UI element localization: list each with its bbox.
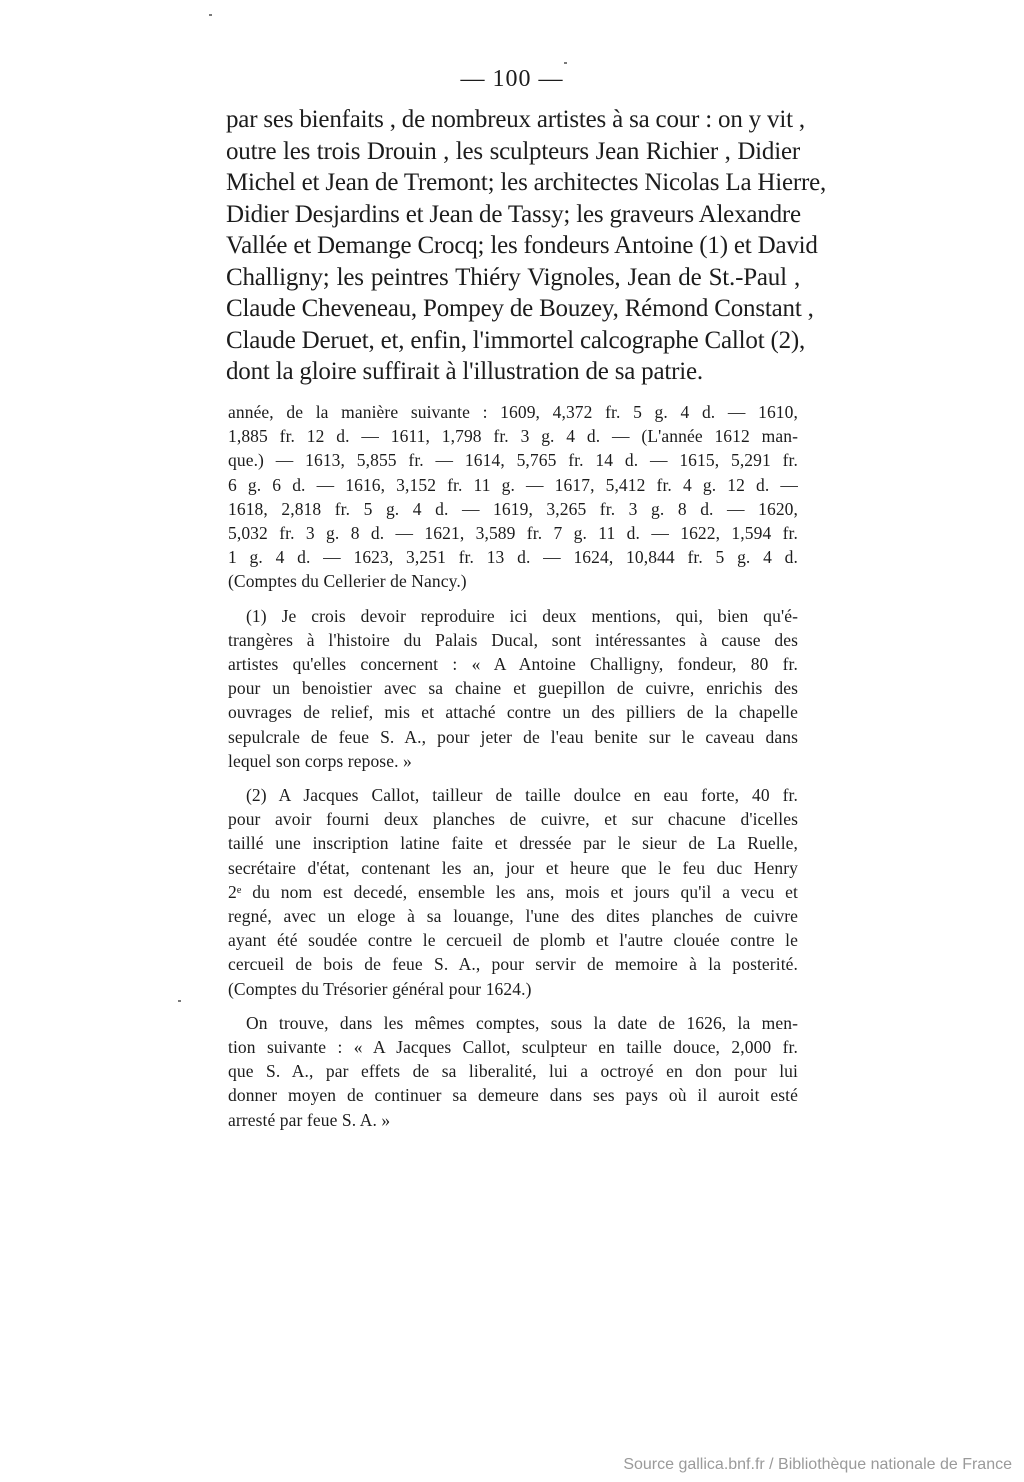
note-line: pour un benoistier avec sa chaine et guepillon de cuivre, enrichis des <box>228 678 798 699</box>
note-line: (2) A Jacques Callot, tailleur de taille doulce en eau forte, 40 fr. <box>246 785 798 806</box>
note-line: On trouve, dans les mêmes comptes, sous la date de 1626, la men- <box>246 1012 798 1033</box>
footnote-1 <box>228 604 798 773</box>
text-line: par ses bienfaits , de nombreux artistes à sa cour : on y vit , <box>226 106 805 133</box>
note-line: que S. A., par effets de sa liberalité, lui a octroyé en don pour lui <box>228 1061 798 1082</box>
scan-speck <box>178 1000 181 1002</box>
note-line: 5,032 fr. 3 g. 8 d. — 1621, 3,589 fr. 7 g. 11 d. — 1622, 1,594 fr. <box>228 523 798 544</box>
text-line: outre les trois Drouin , les sculpteurs Jean Richier , Didier <box>226 137 800 165</box>
footnote-3 <box>228 1011 798 1132</box>
note-line: tion suivante : « A Jacques Callot, sculpteur en taille douce, 2,000 fr. <box>228 1037 798 1058</box>
page-number: — 100 — <box>460 66 564 92</box>
text-line: Claude Cheveneau, Pompey de Bouzey, Rémond Constant , <box>226 295 814 322</box>
note-line: artistes qu'elles concernent : « A Antoine Challigny, fondeur, 80 fr. <box>228 654 798 675</box>
source-credit: Source gallica.bnf.fr / Bibliothèque nationale de France <box>623 1456 1012 1473</box>
footnote-2 <box>228 783 798 1001</box>
note-line: trangères à l'histoire du Palais Ducal, sont intéressantes à cause des <box>228 629 798 650</box>
note-line: arresté par feue S. A. » <box>228 1109 391 1130</box>
note-line: 1,885 fr. 12 d. — 1611, 1,798 fr. 3 g. 4 d. — (L'année 1612 man- <box>228 426 798 447</box>
note-line: donner moyen de continuer sa demeure dans ses pays où il auroit esté <box>228 1085 798 1106</box>
text-line: Didier Desjardins et Jean de Tassy; les graveurs Alexandre <box>226 200 801 228</box>
note-line: sepulcrale de feue S. A., pour jeter de l'eau benite sur le caveau dans <box>228 726 798 747</box>
scan-speck <box>209 14 212 16</box>
note-line: secrétaire d'état, contenant les an, jour et heure que le feu duc Henry <box>228 857 798 878</box>
note-line: regné, avec un eloge à sa louange, l'une des dites planches de cuivre <box>228 906 798 927</box>
text-line: Challigny; les peintres Thiéry Vignoles, Jean de St.-Paul , <box>226 263 800 291</box>
note-line: ouvrages de relief, mis et attaché contre un des pilliers de la chapelle <box>228 702 798 723</box>
text-line: dont la gloire suffirait à l'illustration de sa patrie. <box>226 358 703 385</box>
main-text-block <box>226 104 827 388</box>
note-line: cercueil de bois de feue S. A., pour servir de memoire à la posterité. <box>228 954 798 975</box>
footnote-continuation <box>228 400 798 594</box>
note-line: année, de la manière suivante : 1609, 4,372 fr. 5 g. 4 d. — 1610, <box>228 402 798 422</box>
note-line: (1) Je crois devoir reproduire ici deux mentions, qui, bien qu'é- <box>246 605 798 626</box>
note-line: 2ᵉ du nom est decedé, ensemble les ans, mois et jours qu'il a vecu et <box>228 881 798 902</box>
text-line: Vallée et Demange Crocq; les fondeurs Antoine (1) et David <box>226 232 818 259</box>
text-line: Claude Deruet, et, enfin, l'immortel calcographe Callot (2), <box>226 326 806 354</box>
footnotes <box>228 400 798 1142</box>
note-line: 1618, 2,818 fr. 5 g. 4 d. — 1619, 3,265 fr. 3 g. 8 d. — 1620, <box>228 498 798 519</box>
text-line: Michel et Jean de Tremont; les architectes Nicolas La Hierre, <box>226 169 827 196</box>
note-line: 6 g. 6 d. — 1616, 3,152 fr. 11 g. — 1617, 5,412 fr. 4 g. 12 d. — <box>228 474 798 495</box>
note-line: 1 g. 4 d. — 1623, 3,251 fr. 13 d. — 1624, 10,844 fr. 5 g. 4 d. <box>228 547 798 568</box>
note-line: pour avoir fourni deux planches de cuivre, et sur chacune d'icelles <box>228 809 798 830</box>
note-line: (Comptes du Cellerier de Nancy.) <box>228 571 467 592</box>
scan-speck <box>564 62 567 64</box>
note-line: ayant été soudée contre le cercueil de plomb et l'autre clouée contre le <box>228 930 798 951</box>
note-line: lequel son corps repose. » <box>228 750 412 771</box>
note-line: (Comptes du Trésorier général pour 1624.) <box>228 978 532 999</box>
note-line: taillé une inscription latine faite et dressée par le sieur de La Ruelle, <box>228 833 798 854</box>
note-line: que.) — 1613, 5,855 fr. — 1614, 5,765 fr. 14 d. — 1615, 5,291 fr. <box>228 450 798 471</box>
